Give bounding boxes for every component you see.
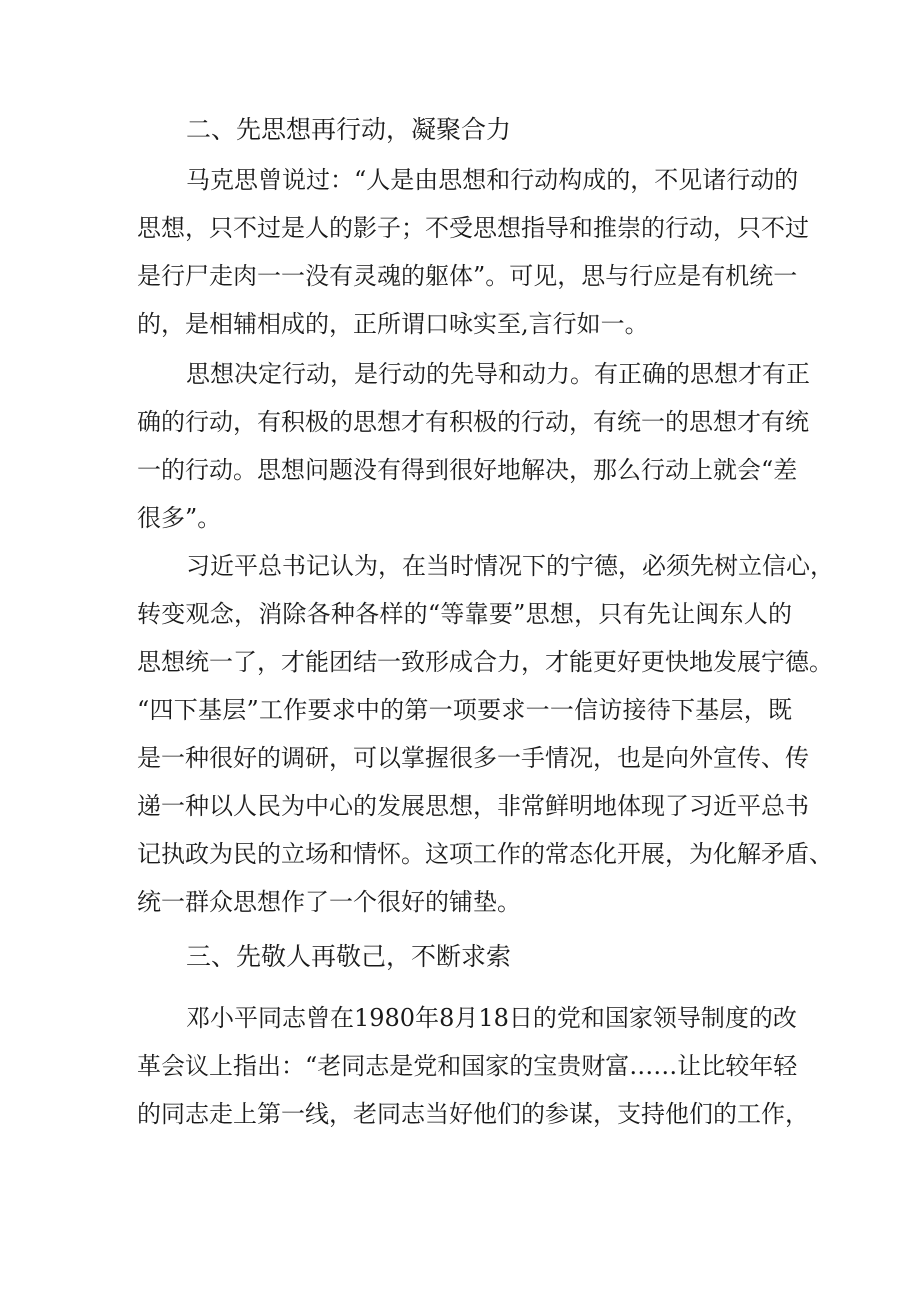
- paragraph-line: 是行尸走肉一一没有灵魂的躯体”。可见，思与行应是有机统一: [137, 262, 798, 290]
- paragraph-line: 邓小平同志曾在1980年8月18日的党和国家领导制度的改: [186, 1004, 797, 1032]
- paragraph-line: 记执政为民的立场和情怀。这项工作的常态化开展，为化解矛盾、: [137, 840, 833, 868]
- paragraph-line: 的同志走上第一线，老同志当好他们的参谋，支持他们的工作，: [137, 1100, 809, 1128]
- section-heading: 二、先思想再行动，凝聚合力: [186, 115, 512, 144]
- paragraph-line: 递一种以人民为中心的发展思想，非常鲜明地体现了习近平总书: [137, 792, 809, 820]
- paragraph-line: 思想，只不过是人的影子；不受思想指导和推崇的行动，只不过: [137, 214, 809, 242]
- paragraph-line: 是一种很好的调研，可以掌握很多一手情况，也是向外宣传、传: [137, 744, 809, 772]
- paragraph-line: 思想统一了，才能团结一致形成合力，才能更好更快地发展宁德。: [137, 648, 833, 676]
- paragraph-line: 一的行动。思想问题没有得到很好地解决，那么行动上就会“差: [137, 456, 798, 484]
- paragraph-line: 习近平总书记认为，在当时情况下的宁德，必须先树立信心，: [186, 552, 834, 580]
- paragraph-line: 马克思曾说过：“人是由思想和行动构成的，不见诸行动的: [186, 166, 799, 194]
- paragraph-line: 转变观念，消除各种各样的“等靠要”思想，只有先让闽东人的: [137, 600, 792, 628]
- paragraph-line: 思想决定行动，是行动的先导和动力。有正确的思想才有正: [186, 360, 810, 388]
- paragraph-line: 很多”。: [137, 504, 222, 532]
- paragraph-line: 确的行动，有积极的思想才有积极的行动，有统一的思想才有统: [137, 408, 809, 436]
- paragraph-line: 统一群众思想作了一个很好的铺垫。: [137, 888, 521, 916]
- paragraph-line: 的，是相辅相成的，正所谓口咏实至,言行如一。: [137, 310, 649, 338]
- paragraph-line: “四下基层”工作要求中的第一项要求一一信访接待下基层，既: [137, 696, 792, 724]
- paragraph-line: 革会议上指出：“老同志是党和国家的宝贵财富……让比较年轻: [137, 1052, 798, 1080]
- section-heading: 三、先敬人再敬己，不断求索: [186, 942, 512, 971]
